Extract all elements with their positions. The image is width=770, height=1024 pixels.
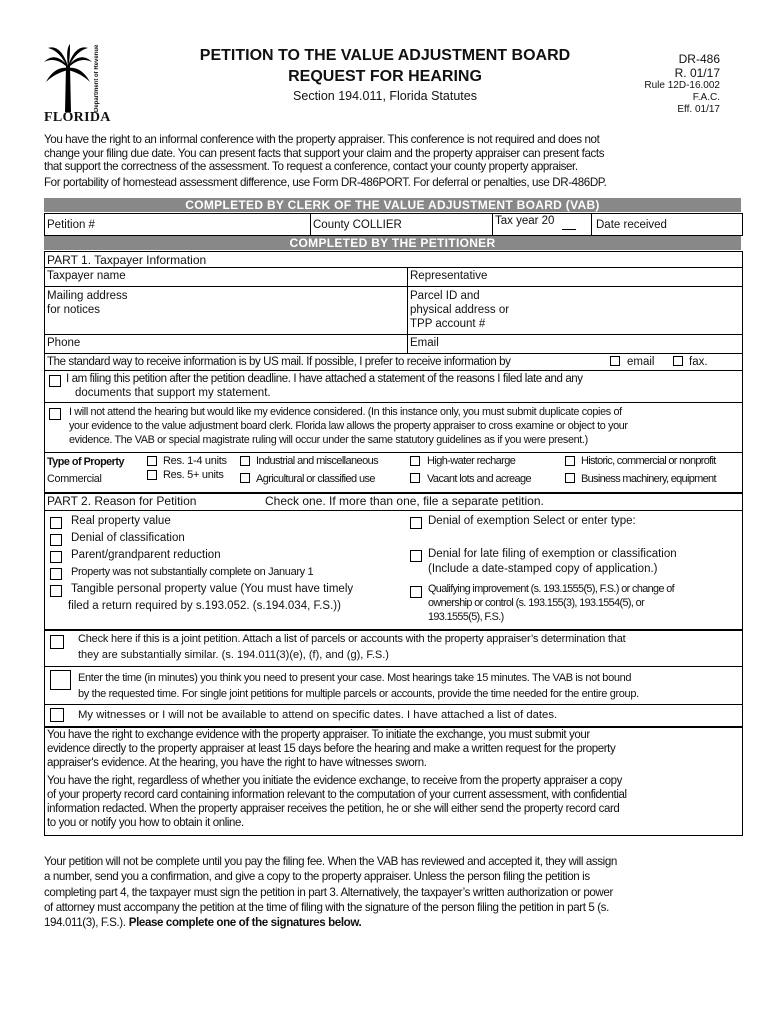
- county-field[interactable]: County COLLIER: [313, 219, 402, 231]
- business-label: Business machinery, equipment: [581, 473, 716, 485]
- palm-tree-icon: [44, 44, 92, 112]
- not-attend-checkbox[interactable]: [49, 408, 61, 420]
- time-minutes-input[interactable]: [50, 670, 71, 690]
- late-filing-checkbox[interactable]: [49, 375, 61, 387]
- email-preference-checkbox[interactable]: [610, 356, 620, 366]
- form-rule: Rule 12D-16.002: [644, 80, 720, 91]
- footer-paragraph: Your petition will not be complete until you pay the filing fee. When the VAB has reviewed and accepted it, they will assign a number, send you a confirmation, and give a copy to the property appraiser. Unless the person filing the petition is completing part 4, the taxpayer must sign the petition in part 3. Alternatively, the taxpayer’s written authorization or power of attorney must accompany the petition at the time of filing with the signature of the person filing the petition in part 5 (s. 194.011(3), F.S.). Please complete one of the signatures below.: [44, 855, 617, 930]
- late-filing-text-2: documents that support my statement.: [75, 387, 271, 399]
- intro-paragraph: You have the right to an informal conference with the property appraiser. This conference is not required and does not change your filing due date. You can present facts that support your claim and the property appraiser can present facts that support the correctness of the assessment. To request a conference, contact your county property appraiser. For portability of homestead assessment difference, use Form DR-486PORT. For deferral or penalties, use DR-486DP.: [44, 133, 607, 189]
- qualifying-label-2: ownership or control (s. 193.155(3), 193.1554(5), or: [428, 597, 645, 609]
- qualifying-improvement-checkbox[interactable]: [410, 586, 422, 598]
- vacant-label: Vacant lots and acreage: [427, 473, 532, 485]
- representative-field[interactable]: Representative: [410, 270, 488, 282]
- mailing-address-label[interactable]: Mailing address: [47, 290, 128, 302]
- denial-exemption-checkbox[interactable]: [410, 517, 422, 529]
- exchange-right-1: You have the right to exchange evidence with the property appraiser. To initiate the exchange, you must submit your: [47, 729, 590, 741]
- agricultural-label: Agricultural or classified use: [256, 473, 375, 485]
- real-property-label: Real property value: [71, 515, 171, 527]
- tangible-label-2: filed a return required by s.193.052. (s.194.034, F.S.)): [68, 600, 341, 612]
- clerk-section-bar: COMPLETED BY CLERK OF THE VALUE ADJUSTMENT BOARD (VAB): [44, 198, 741, 212]
- form-title-line1: PETITION TO THE VALUE ADJUSTMENT BOARD: [199, 47, 571, 64]
- high-water-checkbox[interactable]: [410, 456, 420, 466]
- qualifying-label-1: Qualifying improvement (s. 193.1555(5), F.S.) or change of: [428, 583, 675, 595]
- late-exemption-label-1: Denial for late filing of exemption or classification: [428, 548, 677, 560]
- not-attend-text-2: your evidence to the value adjustment board clerk. Florida law allows the property appraiser to cross examine or object to your: [69, 420, 628, 432]
- record-card-right-2: of your property record card containing information relevant to the computation of your current assessment, with confidential: [47, 789, 627, 801]
- for-notices-label: for notices: [47, 304, 101, 316]
- tax-year-field[interactable]: Tax year 20: [495, 215, 555, 227]
- qualifying-label-3: 193.1555(5), F.S.): [428, 611, 504, 623]
- res-1-4-label: Res. 1-4 units: [163, 455, 227, 467]
- vacant-checkbox[interactable]: [410, 473, 420, 483]
- form-title-line2: REQUEST FOR HEARING: [288, 68, 482, 85]
- parent-grandparent-label: Parent/grandparent reduction: [71, 549, 221, 561]
- time-request-text-2: by the requested time. For single joint petitions for multiple parcels or accounts, provide the time needed for the entire group.: [78, 688, 639, 700]
- denial-classification-label: Denial of classification: [71, 532, 185, 544]
- high-water-label: High-water recharge: [427, 455, 516, 467]
- petition-number-field[interactable]: Petition #: [47, 219, 95, 231]
- email-field[interactable]: Email: [410, 337, 439, 349]
- denial-classification-checkbox[interactable]: [50, 534, 62, 546]
- form-effective: Eff. 01/17: [677, 104, 720, 115]
- not-complete-checkbox[interactable]: [50, 568, 62, 580]
- res-5-label: Res. 5+ units: [163, 469, 224, 481]
- real-property-checkbox[interactable]: [50, 517, 62, 529]
- tangible-label-1: Tangible personal property value (You must have timely: [71, 583, 354, 595]
- joint-petition-checkbox[interactable]: [50, 635, 64, 649]
- commercial-label: Commercial: [47, 473, 102, 485]
- record-card-right-3: information redacted. When the property appraiser receives the petition, he or she will either send the property record card: [47, 803, 620, 815]
- part2-title: PART 2. Reason for Petition: [47, 494, 197, 508]
- type-of-property-label: Type of Property: [47, 456, 124, 468]
- form-revision: R. 01/17: [674, 66, 720, 80]
- industrial-label: Industrial and miscellaneous: [256, 455, 379, 467]
- not-attend-text-1: I will not attend the hearing but would like my evidence considered. (In this instance only, you must submit duplicate copies of: [69, 406, 622, 418]
- parent-grandparent-checkbox[interactable]: [50, 551, 62, 563]
- agency-logo-text: Department of Revenue: [94, 44, 100, 112]
- record-card-right-4: to you or notify you how to obtain it online.: [47, 817, 244, 829]
- tpp-account-label: TPP account #: [410, 318, 486, 330]
- witnesses-checkbox[interactable]: [50, 708, 64, 722]
- date-received-field[interactable]: Date received: [596, 219, 667, 231]
- business-checkbox[interactable]: [565, 473, 575, 483]
- historic-checkbox[interactable]: [565, 456, 575, 466]
- late-exemption-label-2: (Include a date-stamped copy of application.): [428, 563, 658, 575]
- not-attend-text-3: evidence. The VAB or special magistrate ruling will occur under the same statutory guidelines as if you were present.): [69, 434, 588, 446]
- denial-exemption-label[interactable]: Denial of exemption Select or enter type:: [428, 515, 636, 527]
- petitioner-section-bar: COMPLETED BY THE PETITIONER: [44, 236, 741, 250]
- witnesses-text: My witnesses or I will not be available to attend on specific dates. I have attached a list of dates.: [78, 709, 558, 721]
- signature-instruction: Please complete one of the signatures below.: [128, 916, 362, 930]
- fax-preference-checkbox[interactable]: [673, 356, 683, 366]
- not-complete-label: Property was not substantially complete on January 1: [71, 566, 314, 578]
- joint-petition-text-1: Check here if this is a joint petition. Attach a list of parcels or accounts with the property appraiser’s determination that: [78, 633, 626, 645]
- time-request-text-1: Enter the time (in minutes) you think you need to present your case. Most hearings take 15 minutes. The VAB is not bound: [78, 672, 632, 684]
- form-number: DR-486: [678, 52, 720, 66]
- industrial-checkbox[interactable]: [240, 456, 250, 466]
- commercial-checkbox[interactable]: [147, 470, 157, 480]
- form-subtitle: Section 194.011, Florida Statutes: [293, 89, 477, 103]
- parcel-id-label[interactable]: Parcel ID and: [410, 290, 480, 302]
- email-preference-label: email: [627, 356, 655, 368]
- res-1-4-checkbox[interactable]: [147, 456, 157, 466]
- tangible-checkbox[interactable]: [50, 585, 62, 597]
- phone-field[interactable]: Phone: [47, 337, 81, 349]
- late-exemption-checkbox[interactable]: [410, 550, 422, 562]
- joint-petition-text-2: they are substantially similar. (s. 194.011(3)(e), (f), and (g), F.S.): [78, 649, 389, 661]
- physical-address-label: physical address or: [410, 304, 510, 316]
- late-filing-text-1: I am filing this petition after the petition deadline. I have attached a statement of the reasons I filed late and any: [66, 373, 583, 385]
- standard-way-text: The standard way to receive information is by US mail. If possible, I prefer to receive information by: [47, 356, 511, 368]
- taxpayer-name-field[interactable]: Taxpayer name: [47, 270, 126, 282]
- form-fac: F.A.C.: [692, 92, 720, 103]
- agricultural-checkbox[interactable]: [240, 473, 250, 483]
- exchange-right-2: evidence directly to the property appraiser at least 15 days before the hearing and make a written request for the property: [47, 743, 616, 755]
- historic-label: Historic, commercial or nonprofit: [581, 455, 716, 467]
- part2-instruction: Check one. If more than one, file a separate petition.: [265, 494, 544, 508]
- record-card-right-1: You have the right, regardless of whether you initiate the evidence exchange, to receive from the property appraiser a copy: [47, 775, 622, 787]
- state-name: FLORIDA: [44, 110, 111, 125]
- part1-title: PART 1. Taxpayer Information: [47, 253, 207, 267]
- exchange-right-3: appraiser's evidence. At the hearing, you have the right to have witnesses sworn.: [47, 757, 427, 769]
- florida-dor-logo: [44, 44, 111, 125]
- tax-year-blank[interactable]: [562, 229, 576, 230]
- fax-preference-label: fax.: [689, 356, 708, 368]
